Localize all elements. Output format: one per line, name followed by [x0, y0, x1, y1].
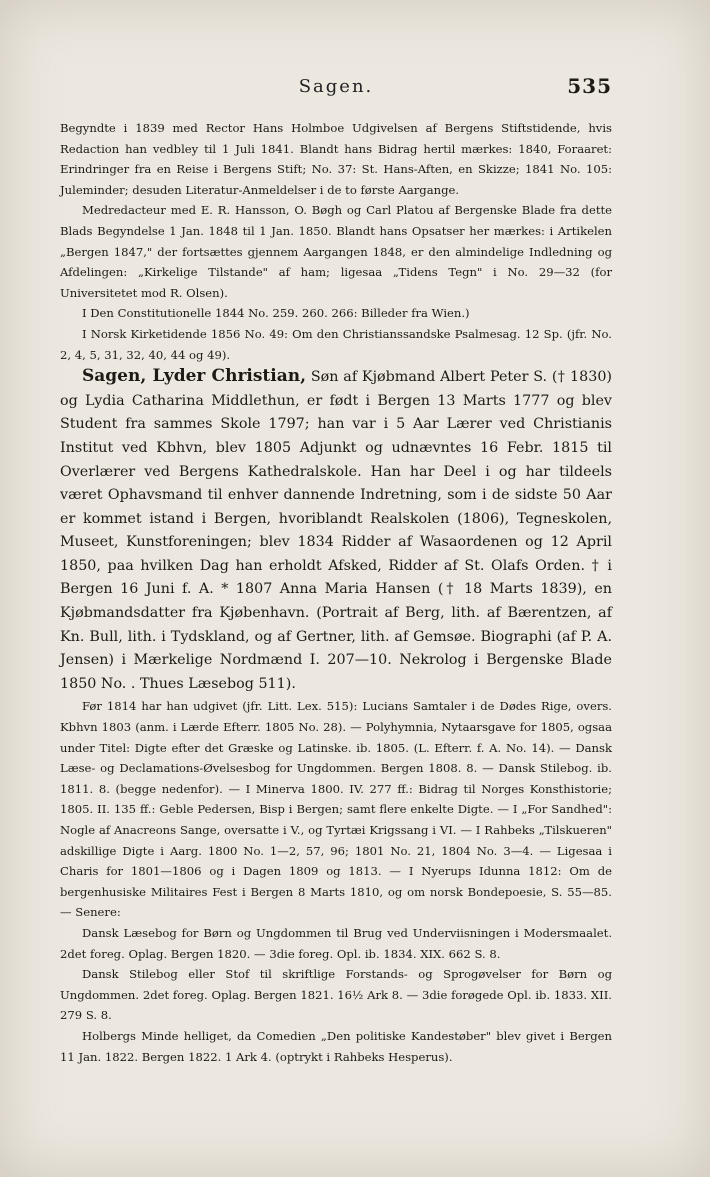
- paragraph-stiftstidende: Begyndte i 1839 med Rector Hans Holmboe Udgivelsen af Bergens Stiftstidende, hvis Redaction han vedbley til 1 Juli 1841. Blandt hans Bidrag hertil mærkes: 1840, Foraaret: Erindringer fra en Reise i Bergens Stift; No. 37: St. Hans-Aften, en Skizze; 1841 No. 105: Juleminder; desuden Literatur-Anmeldelser i de to første Aargange.: [60, 121, 612, 197]
- entry-name: Sagen, Lyder Christian,: [82, 366, 307, 387]
- paragraph-laesebog: Dansk Læsebog for Børn og Ungdommen til Brug ved Underviisningen i Modersmaalet. 2det foreg. Oplag. Bergen 1820. — 3die foreg. Opl. ib. 1834. XIX. 662 S. 8.: [60, 925, 612, 961]
- entry-biography: Søn af Kjøbmand Albert Peter S. († 1830) og Lydia Catharina Middlethun, er født i Bergen 13 Marts 1777 og blev Student fra sammes Skole 1797; han var i 5 Aar Lærer ved Christianis Institut ved Kbhvn, blev 1805 Adjunkt og udnævntes 16 Febr. 1815 til Overlærer ved Bergens Kathedralskole. Han har Deel i og har tildeels været Ophavsmand til enhver dannende Indretning, som i de sidste 50 Aar er kommet istand i Bergen, hvoriblandt Realskolen (1806), Tegneskolen, Museet, Kunstforeningen; blev 1834 Ridder af Wasaordenen og 12 April 1850, paa hvilken Dag han erholdt Afsked, Ridder af St. Olafs Orden. † i Bergen 16 Juni f. A. * 1807 Anna Maria Hansen († 18 Marts 1839), en Kjøbmandsdatter fra Kjøbenhavn. (Portrait af Berg, lith. af Bærentzen, af Kn. Bull, lith. i Tydskland, og af Gertner, lith. af Gemsøe. Biographi (af P. A. Jensen) i Mærkelige Nordmænd I. 207—10. Nekrolog i Bergenske Blade 1850 No. . Thues Læsebog 511).: [60, 369, 612, 692]
- paragraph-bergenske-blade: Medredacteur med E. R. Hansson, O. Bøgh og Carl Platou af Bergenske Blade fra dette Blads Begyndelse 1 Jan. 1848 til 1 Jan. 1850. Blandt hans Opsatser her mærkes: i Artikelen „Bergen 1847," der fortsættes gjennem Aargangen 1848, er den almindelige Indledning og Afdelingen: „Kirkelige Tilstande" af ham; ligesaa „Tidens Tegn" i No. 29—32 (for Universitetet mod R. Olsen).: [60, 203, 612, 300]
- paragraph-stilebog: Dansk Stilebog eller Stof til skriftlige Forstands- og Sprogøvelser for Børn og Ungdommen. 2det foreg. Oplag. Bergen 1821. 16½ Ark 8. — 3die forøgede Opl. ib. 1833. XII. 279 S. 8.: [60, 967, 612, 1023]
- paragraph-kirketidende: I Norsk Kirketidende 1856 No. 49: Om den Christianssandske Psalmesag. 12 Sp. (jfr. No. 2, 4, 5, 31, 32, 40, 44 og 49).: [60, 326, 612, 362]
- entry-sagen-lyder-christian: [60, 365, 612, 696]
- paragraph-works-before-1814: Før 1814 har han udgivet (jfr. Litt. Lex. 515): Lucians Samtaler i de Dødes Rige, overs. Kbhvn 1803 (anm. i Lærde Efterr. 1805 No. 28). — Polyhymnia, Nytaarsgave for 1805, ogsaa under Titel: Digte efter det Græske og Latinske. ib. 1805. (L. Efterr. f. A. No. 14). — Dansk Læse- og Declamations-Øvelsesbog for Ungdommen. Bergen 1808. 8. — Dansk Stilebog. ib. 1811. 8. (begge nedenfor). — I Minerva 1800. IV. 277 ff.: Bidrag til Norges Konsthistorie; 1805. II. 135 ff.: Geble Pedersen, Bisp i Bergen; samt flere enkelte Digte. — I „For Sandhed": Nogle af Anacreons Sange, oversatte i V., og Tyrtæi Krigssang i VI. — I Rahbeks „Tilskueren" adskillige Digte i Aarg. 1800 No. 1—2, 57, 96; 1801 No. 21, 1804 No. 3—4. — Ligesaa i Charis for 1801—1806 og i Dagen 1809 og 1813. — I Nyerups Idunna 1812: Om de bergenhusiske Militaires Fest i Bergen 8 Marts 1810, og om norsk Bondepoesie, S. 55—85. — Senere:: [60, 699, 612, 920]
- page-header: [60, 76, 612, 106]
- running-title: Sagen.: [298, 76, 374, 97]
- page-body: [60, 118, 612, 1067]
- paragraph-constitutionelle: I Den Constitutionelle 1844 No. 259. 260. 266: Billeder fra Wien.): [82, 306, 470, 321]
- paragraph-holbergs-minde: Holbergs Minde helliget, da Comedien „Den politiske Kandestøber" blev givet i Bergen 11 Jan. 1822. Bergen 1822. 1 Ark 4. (optrykt i Rahbeks Hesperus).: [60, 1028, 612, 1064]
- page-number: 535: [567, 74, 612, 98]
